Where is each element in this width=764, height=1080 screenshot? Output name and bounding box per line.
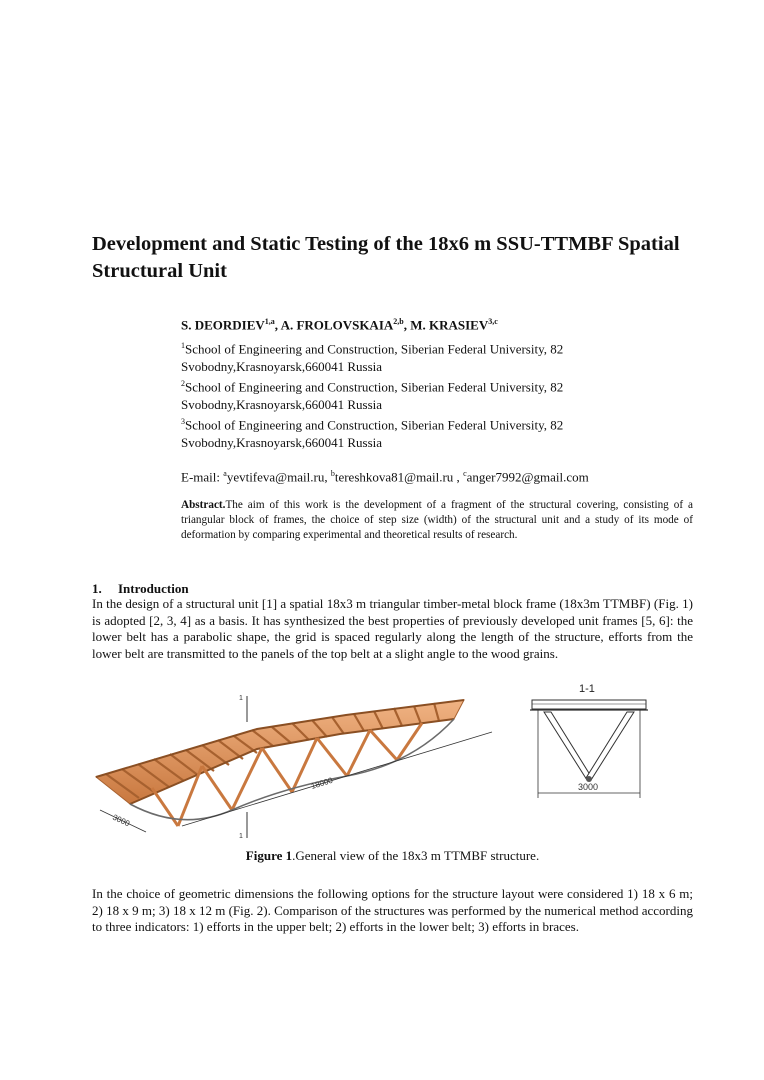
affiliation-text: School of Engineering and Construction, Siberian Federal University, 82 Svobodny,Krasnoyarsk,660041 Russia [181,417,564,451]
email-line [181,469,589,485]
affiliation-sup: 2 [181,379,185,389]
body-paragraph: In the choice of geometric dimensions the following options for the structure layout were considered 1) 18 x 6 m; 2) 18 x 9 m; 3) 18 x 12 m (Fig. 2). Comparison of the structures was performed by the numerical method according to three indicators: 1) efforts in the upper belt; 2) efforts in the lower belt; 3) efforts in braces. [92,886,693,935]
section-title: 1-1 [579,683,595,695]
affiliation-item [181,375,651,413]
affiliations [181,337,651,451]
section-marker-bottom: 1 [239,833,243,840]
email-address[interactable]: tereshkova81@mail.ru , [334,469,464,485]
affiliation-sup: 3 [181,417,185,427]
email-sup: a [223,469,227,478]
author-name: A. FROLOVSKAIA [280,317,394,333]
section-deck [532,700,646,709]
author-name: M. KRASIEV [410,317,489,333]
abstract [181,498,693,543]
frame-deck [96,700,464,804]
section-number: 1. [92,581,102,596]
figure1-caption [92,848,693,864]
abstract-text: The aim of this work is the development of a fragment of the structural covering, consisting of a triangular block of frames, the choice of step size (width) of the structural unit and a study of its mode of deformation by comparing experimental and theoretical results of research. [181,499,693,541]
length-dimension: 18000 [309,775,334,791]
affiliation-text: School of Engineering and Construction, Siberian Federal University, 82 Svobodny,Krasnoyarsk,660041 Russia [181,379,564,412]
email-label: E-mail: [181,469,224,485]
width-dimension: 3000 [111,812,132,829]
section-brace-right [586,712,634,780]
email-sup: c [463,469,467,478]
author-sep: , [274,317,281,333]
author-sup: 2,b [393,317,404,326]
author-sep: , [403,317,411,333]
section-heading [92,581,189,597]
section-brace-left [544,712,592,780]
section-dimension: 3000 [578,782,599,792]
email-address[interactable]: yevtifeva@mail.ru, [226,469,331,485]
affiliation-item [181,337,651,375]
email-sup: b [330,469,335,478]
affiliation-sup: 1 [181,341,185,350]
author-sup: 1,a [264,317,275,326]
affiliation-text: School of Engineering and Construction, Siberian Federal University, 82 Svobodny,Krasnoyarsk,660041 Russia [181,341,564,374]
abstract-label: Abstract. [181,499,226,511]
author-sup: 3,c [488,317,498,326]
section-marker-top: 1 [239,695,243,702]
figure-caption-text: .General view of the 18x3 m TTMBF structure. [292,848,540,863]
figure-label: Figure 1 [245,848,293,863]
figure1-section [524,680,654,798]
author-name: S. DEORDIEV [181,317,265,333]
section-title: Introduction [118,581,189,596]
email-address[interactable]: anger7992@gmail.com [466,469,589,485]
affiliation-item [181,413,651,451]
paper-title: Development and Static Testing of the 18x6 m SSU-TTMBF Spatial Structural Unit [92,233,680,282]
body-paragraph: In the design of a structural unit [1] a spatial 18x3 m triangular timber-metal block frame (18x3m TTMBF) (Fig. 1) is adopted [2, 3, 4] as a basis. It has synthesized the best properties of previously developed unit frames [5, 6]: the lower belt has a parabolic shape, the grid is spaced regularly along the length of the structure, efforts from the lower belt are transmitted to the panels of the top belt at a slight angle to the wood grains. [92,596,693,661]
figure1-render [92,692,502,842]
author-list [181,317,498,333]
